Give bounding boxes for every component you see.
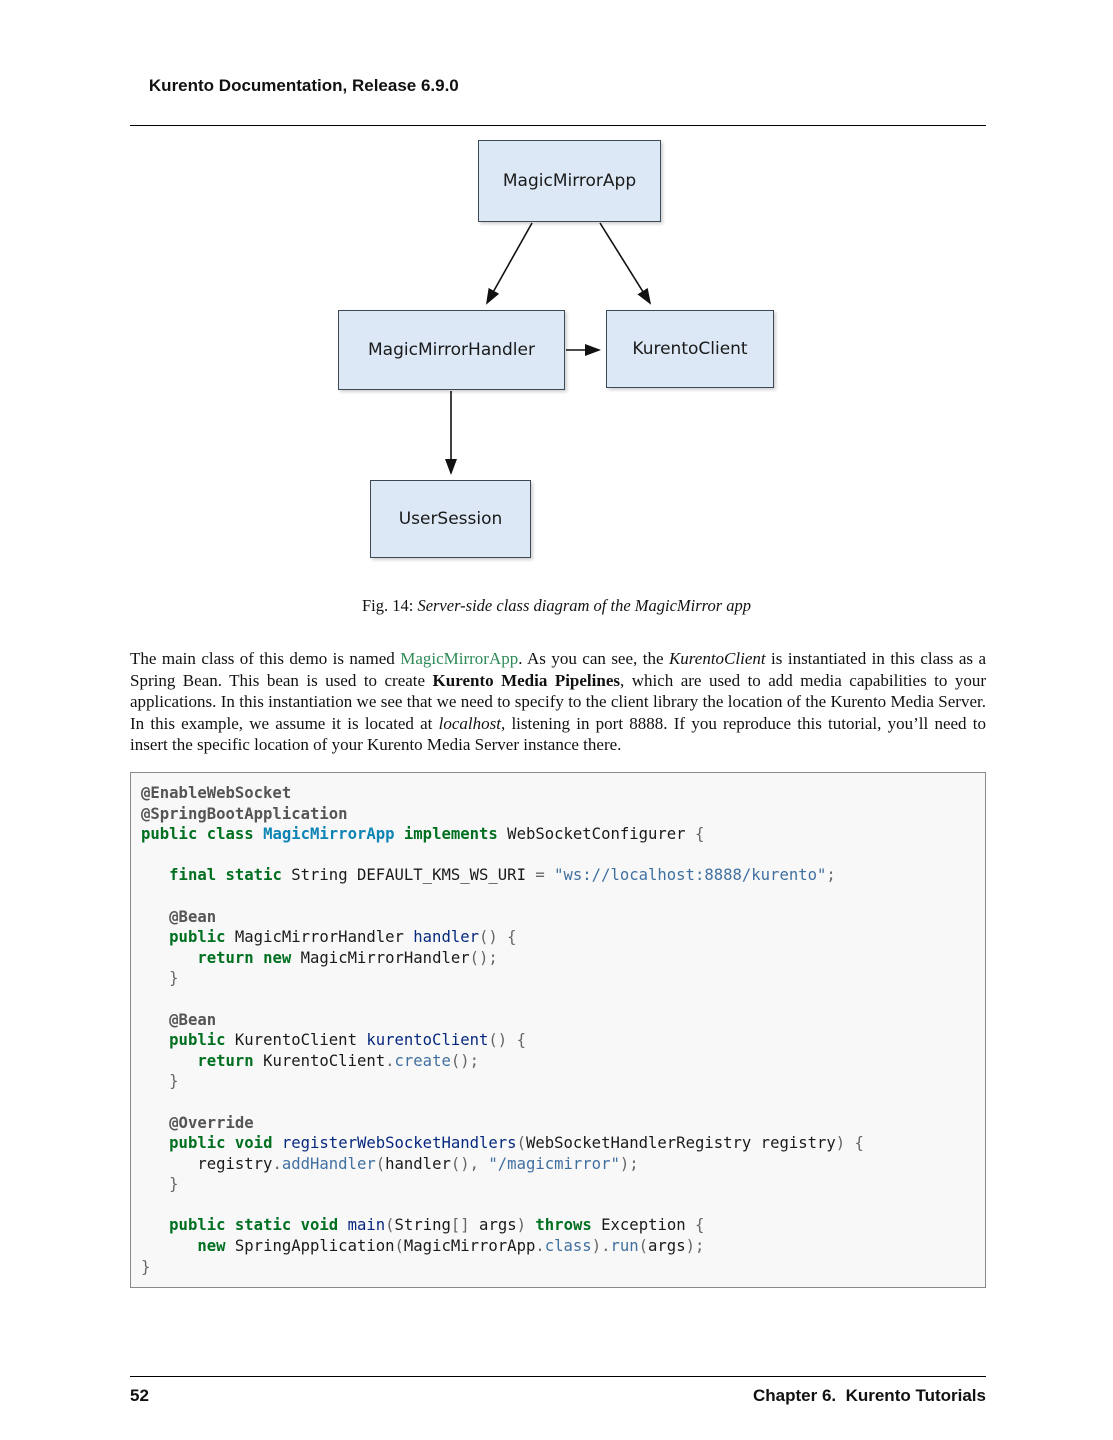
code-token: create: [394, 1051, 451, 1070]
code-token: .: [535, 1237, 545, 1256]
code-line: [141, 1092, 975, 1113]
code-token: public: [169, 928, 226, 947]
paragraph-text-segment: The main class of this demo is named: [130, 649, 401, 668]
code-token: }: [169, 1175, 179, 1194]
paragraph-text-segment: , which are used to add media capabilities to your applications. In this instantiation we see that we need to specify to the client library the location of the Kurento Media Server. In this example, we assume it is located at: [130, 670, 987, 733]
code-token: () {: [479, 928, 517, 947]
code-line: [141, 989, 975, 1010]
header-title: Kurento Documentation, Release 6.9.0: [148, 76, 459, 95]
code-token: ): [591, 1237, 602, 1256]
code-line: [141, 1010, 975, 1031]
code-token: );: [619, 1154, 639, 1173]
code-line: [141, 1215, 975, 1236]
class-node-usersession: [370, 480, 531, 558]
footer-page-number: 52: [130, 1386, 149, 1405]
code-line: [141, 783, 975, 804]
code-token: }: [169, 1072, 179, 1091]
code-token: .: [601, 1237, 611, 1256]
code-line: [141, 968, 975, 989]
code-token: [254, 825, 263, 843]
class-node-magicmirrorhandler: [338, 310, 565, 390]
code-line: [141, 1113, 975, 1134]
code-token: =: [535, 866, 545, 885]
code-token: implements: [403, 825, 498, 844]
code-token: [141, 969, 169, 987]
code-token: KurentoClient: [225, 1031, 367, 1050]
code-token: [141, 928, 169, 946]
code-token: new: [197, 1237, 226, 1256]
code-token: [141, 1052, 197, 1070]
code-token: public: [169, 1216, 226, 1235]
paragraph-text-segment: Kurento Media Pipelines: [432, 670, 620, 690]
code-token: MagicMirrorApp: [263, 825, 395, 844]
code-token: (: [394, 1237, 404, 1256]
code-token: String: [394, 1216, 451, 1235]
code-token: [141, 908, 169, 926]
footer-chapter: Chapter 6. Kurento Tutorials: [753, 1386, 986, 1405]
code-token: WebSocketHandlerRegistry registry: [525, 1134, 836, 1153]
code-token: @EnableWebSocket: [141, 784, 292, 802]
edge-app-to-client: [600, 223, 650, 303]
code-token: final: [169, 866, 217, 885]
code-token: [141, 1072, 169, 1090]
code-token: "ws://localhost:8888/kurento": [554, 866, 827, 885]
code-token: .: [272, 1154, 282, 1173]
code-token: class: [206, 825, 254, 844]
code-token: [338, 1216, 347, 1234]
code-token: return: [197, 948, 254, 967]
code-line: [141, 865, 975, 886]
code-token: new: [263, 948, 292, 967]
figure-caption-text: Server-side class diagram of the MagicMirror app: [417, 596, 752, 615]
code-token: MagicMirrorApp: [403, 1237, 536, 1256]
code-token: [141, 1155, 197, 1173]
code-token: [141, 1237, 197, 1255]
paragraph-text-segment: localhost: [438, 713, 501, 733]
class-node-label: UserSession: [398, 509, 503, 529]
code-token: []: [450, 1216, 470, 1235]
figure-caption-number: Fig. 14:: [361, 596, 418, 615]
code-token: void: [234, 1134, 273, 1153]
code-token: String DEFAULT_KMS_WS_URI: [281, 866, 536, 885]
code-token: public: [169, 1031, 226, 1050]
paragraph-text-segment: . As you can see, the: [518, 649, 669, 668]
code-line: [141, 1030, 975, 1051]
code-line: [141, 886, 975, 907]
code-token: [395, 825, 404, 843]
code-token: handler: [413, 928, 479, 947]
code-token: Exception: [591, 1216, 696, 1235]
code-token: MagicMirrorHandler: [291, 948, 470, 967]
code-token: SpringApplication: [225, 1237, 395, 1256]
code-token: registerWebSocketHandlers: [281, 1134, 517, 1153]
class-node-label: MagicMirrorHandler: [368, 340, 535, 360]
code-line: [141, 1133, 975, 1154]
code-token: {: [694, 825, 705, 844]
code-token: ;: [826, 866, 836, 885]
code-token: handler: [385, 1154, 451, 1173]
code-token: args: [469, 1216, 517, 1235]
code-token: () {: [488, 1031, 526, 1050]
code-token: [545, 866, 554, 884]
code-line: [141, 804, 975, 825]
code-token: [141, 1011, 169, 1029]
code-token: [141, 1031, 169, 1049]
code-token: WebSocketConfigurer: [497, 825, 695, 844]
code-line: [141, 1154, 975, 1175]
class-diagram-figure: [0, 130, 1113, 580]
code-token: run: [610, 1237, 639, 1256]
code-token: (: [638, 1237, 649, 1256]
class-node-kurentoclient: [606, 310, 774, 388]
code-token: {: [695, 1216, 705, 1235]
code-token: addHandler: [281, 1154, 376, 1173]
code-token: public: [141, 825, 198, 844]
code-line: [141, 1257, 975, 1278]
code-token: @Bean: [169, 907, 217, 926]
class-node-label: KurentoClient: [632, 339, 748, 359]
paragraph-text-segment: , listening in port 8888. If you reproduce this tutorial, you’ll need to insert the specific location of your Kurento Media Server instance there.: [130, 713, 986, 755]
code-line: [141, 907, 975, 928]
code-line: [141, 927, 975, 948]
inline-link-magicmirrorapp[interactable]: MagicMirrorApp: [400, 649, 519, 668]
code-token: main: [347, 1216, 386, 1235]
code-token: @SpringBootApplication: [141, 804, 348, 823]
code-token: (: [516, 1134, 526, 1153]
paragraph-text-segment: is instantiated in this class as a Spring Bean. This bean is used to create: [130, 649, 986, 690]
code-token: (: [385, 1216, 395, 1235]
code-token: [216, 866, 225, 884]
code-token: static: [225, 866, 282, 885]
code-line: [141, 824, 975, 845]
body-paragraph: [130, 648, 986, 756]
code-line: [141, 1071, 975, 1092]
code-token: [141, 949, 197, 967]
page-header: [130, 56, 986, 126]
code-token: throws: [535, 1216, 592, 1235]
edge-app-to-handler: [487, 223, 532, 303]
code-token: ): [516, 1216, 536, 1235]
code-token: class: [544, 1237, 592, 1256]
paragraph-text-segment: KurentoClient: [668, 649, 766, 668]
code-token: [291, 1216, 300, 1234]
page-footer: [130, 1376, 986, 1406]
code-token: [141, 866, 169, 884]
code-token: registry: [197, 1154, 273, 1173]
code-token: }: [141, 1257, 151, 1276]
code-token: }: [169, 969, 179, 988]
code-token: [141, 1175, 169, 1193]
code-token: );: [685, 1237, 705, 1256]
code-token: (),: [450, 1154, 489, 1173]
code-block: [130, 772, 986, 1288]
code-line: [141, 1174, 975, 1195]
code-token: static: [234, 1216, 292, 1235]
code-token: ();: [469, 948, 498, 967]
figure-caption: [0, 596, 1113, 616]
code-line: [141, 948, 975, 969]
code-token: @Override: [169, 1113, 254, 1132]
code-token: [197, 825, 206, 843]
code-token: KurentoClient: [253, 1051, 386, 1070]
code-token: [254, 949, 263, 967]
code-token: args: [648, 1237, 686, 1256]
code-line: [141, 1236, 975, 1257]
code-token: [141, 1114, 169, 1132]
code-line: [141, 845, 975, 866]
code-token: [272, 1134, 281, 1152]
code-token: [141, 1216, 169, 1234]
class-node-label: MagicMirrorApp: [502, 171, 637, 191]
code-token: [226, 1134, 235, 1152]
code-token: @Bean: [169, 1010, 217, 1029]
code-token: "/magicmirror": [488, 1154, 620, 1173]
code-token: (: [375, 1154, 386, 1173]
code-token: ();: [450, 1051, 480, 1070]
code-token: [141, 1134, 169, 1152]
code-token: ) {: [835, 1134, 864, 1153]
code-token: kurentoClient: [366, 1031, 489, 1050]
code-token: void: [300, 1216, 339, 1235]
code-token: [226, 1216, 235, 1234]
class-node-magicmirrorapp: [478, 140, 661, 222]
code-token: .: [385, 1051, 395, 1070]
code-line: [141, 1051, 975, 1072]
code-token: public: [169, 1134, 226, 1153]
code-token: MagicMirrorHandler: [225, 928, 414, 947]
code-line: [141, 1195, 975, 1216]
code-token: return: [197, 1051, 254, 1070]
